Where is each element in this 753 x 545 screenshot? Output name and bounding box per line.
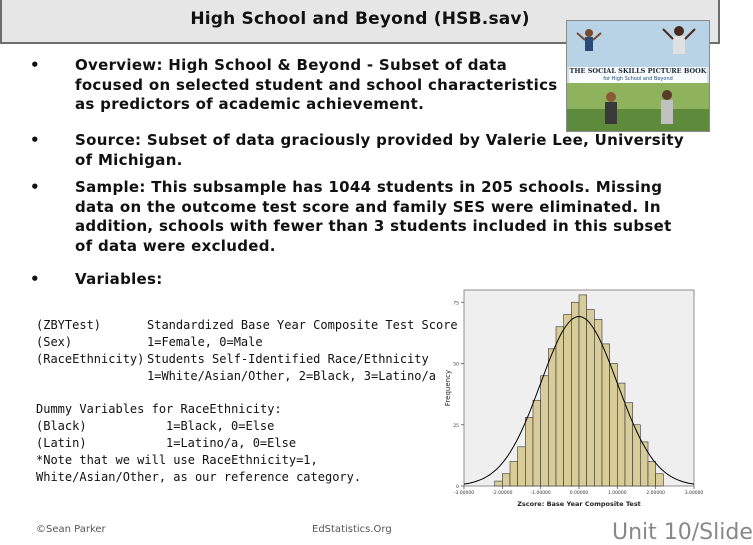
histogram-bar [633, 425, 641, 486]
bullet-text: Variables: [75, 270, 163, 288]
y-tick-label: 0 [456, 485, 459, 490]
histogram-bar [564, 315, 572, 487]
dummy-note: *Note that we will use RaceEthnicity=1, [36, 453, 318, 467]
bullet-dot: • [30, 270, 40, 288]
y-tick-label: 50 [453, 362, 459, 368]
histogram-bar [502, 474, 510, 486]
book-cover-subtitle: for High School and Beyond [569, 76, 707, 83]
histogram-bar [625, 403, 633, 486]
bullet-text: Source: Subset of data graciously provided by Valerie Lee, University of Michigan. [75, 131, 684, 169]
histogram-bar [495, 481, 503, 486]
y-tick-label: 75 [453, 301, 459, 307]
dummy-name: (Latin) [36, 436, 87, 450]
histogram-bar [602, 344, 610, 486]
histogram-bar [594, 319, 602, 486]
page-title: High School and Beyond (HSB.sav) [190, 9, 530, 29]
dummy-name: (Black) [36, 419, 87, 433]
histogram-svg [442, 278, 704, 516]
bullet-text: Overview: High School & Beyond - Subset of data focused on selected student and school characteristics as predictors of academic achievement. [75, 56, 558, 113]
x-tick-label: -2.00000 [492, 491, 513, 496]
variable-desc: 1=White/Asian/Other, 2=Black, 3=Latino/a [147, 369, 436, 383]
histogram-bar [579, 295, 587, 486]
histogram-bar [525, 417, 533, 486]
histogram-bar [648, 462, 656, 487]
variable-desc: 1=Female, 0=Male [147, 335, 263, 349]
histogram-bar [518, 447, 526, 486]
histogram-bar [617, 383, 625, 486]
dummy-desc: 1=Black, 0=Else [166, 419, 275, 433]
x-tick-label: 1.00000 [608, 491, 627, 496]
histogram-bar [556, 327, 564, 486]
histogram-bar [640, 442, 648, 486]
histogram-bar [548, 349, 556, 486]
x-tick-label: -3.00000 [453, 491, 475, 496]
dummy-desc: 1=Latino/a, 0=Else [166, 436, 297, 450]
y-tick-label: 25 [453, 423, 459, 429]
x-tick-label: 3.00000 [684, 491, 704, 496]
x-axis-label: Zscore: Base Year Composite Test [517, 500, 641, 508]
x-tick-label: -1.00000 [530, 491, 551, 496]
histogram-bar [541, 376, 549, 486]
histogram-bar [587, 310, 595, 486]
book-cover-image [566, 20, 710, 132]
footer-site: EdStatistics.Org [312, 524, 392, 535]
bullet-dot: • [30, 56, 40, 74]
footer-author: ©Sean Parker [36, 524, 106, 535]
variable-name: (RaceEthnicity) [36, 352, 145, 366]
y-axis-label: Frequency [444, 369, 452, 407]
bullet-dot: • [30, 178, 40, 196]
histogram-chart [442, 278, 704, 516]
book-cover-title: THE SOCIAL SKILLS PICTURE BOOK [569, 67, 707, 75]
x-tick-label: 2.00000 [646, 491, 665, 496]
histogram-bar [533, 400, 541, 486]
bullet-dot: • [30, 131, 40, 149]
histogram-bar [610, 364, 618, 487]
histogram-bar [656, 474, 664, 486]
histogram-bar [510, 462, 518, 487]
histogram-bar [571, 302, 579, 486]
variable-desc: Standardized Base Year Composite Test Score [147, 318, 458, 332]
bullet-text: Sample: This subsample has 1044 students in 205 schools. Missing data on the outcome test score and family SES were eliminated. In addition, schools with fewer than 3 students included in this subset of data were excluded. [75, 178, 672, 255]
dummy-note: White/Asian/Other, as our reference category. [36, 470, 362, 484]
footer-slide-number: Unit 10/Slide [612, 520, 753, 545]
variable-desc: Students Self-Identified Race/Ethnicity [147, 352, 429, 366]
variable-name: (Sex) [36, 335, 73, 349]
x-tick-label: 0.00000 [569, 491, 589, 496]
variable-name: (ZBYTest) [36, 318, 102, 332]
dummy-heading: Dummy Variables for RaceEthnicity: [36, 402, 282, 416]
